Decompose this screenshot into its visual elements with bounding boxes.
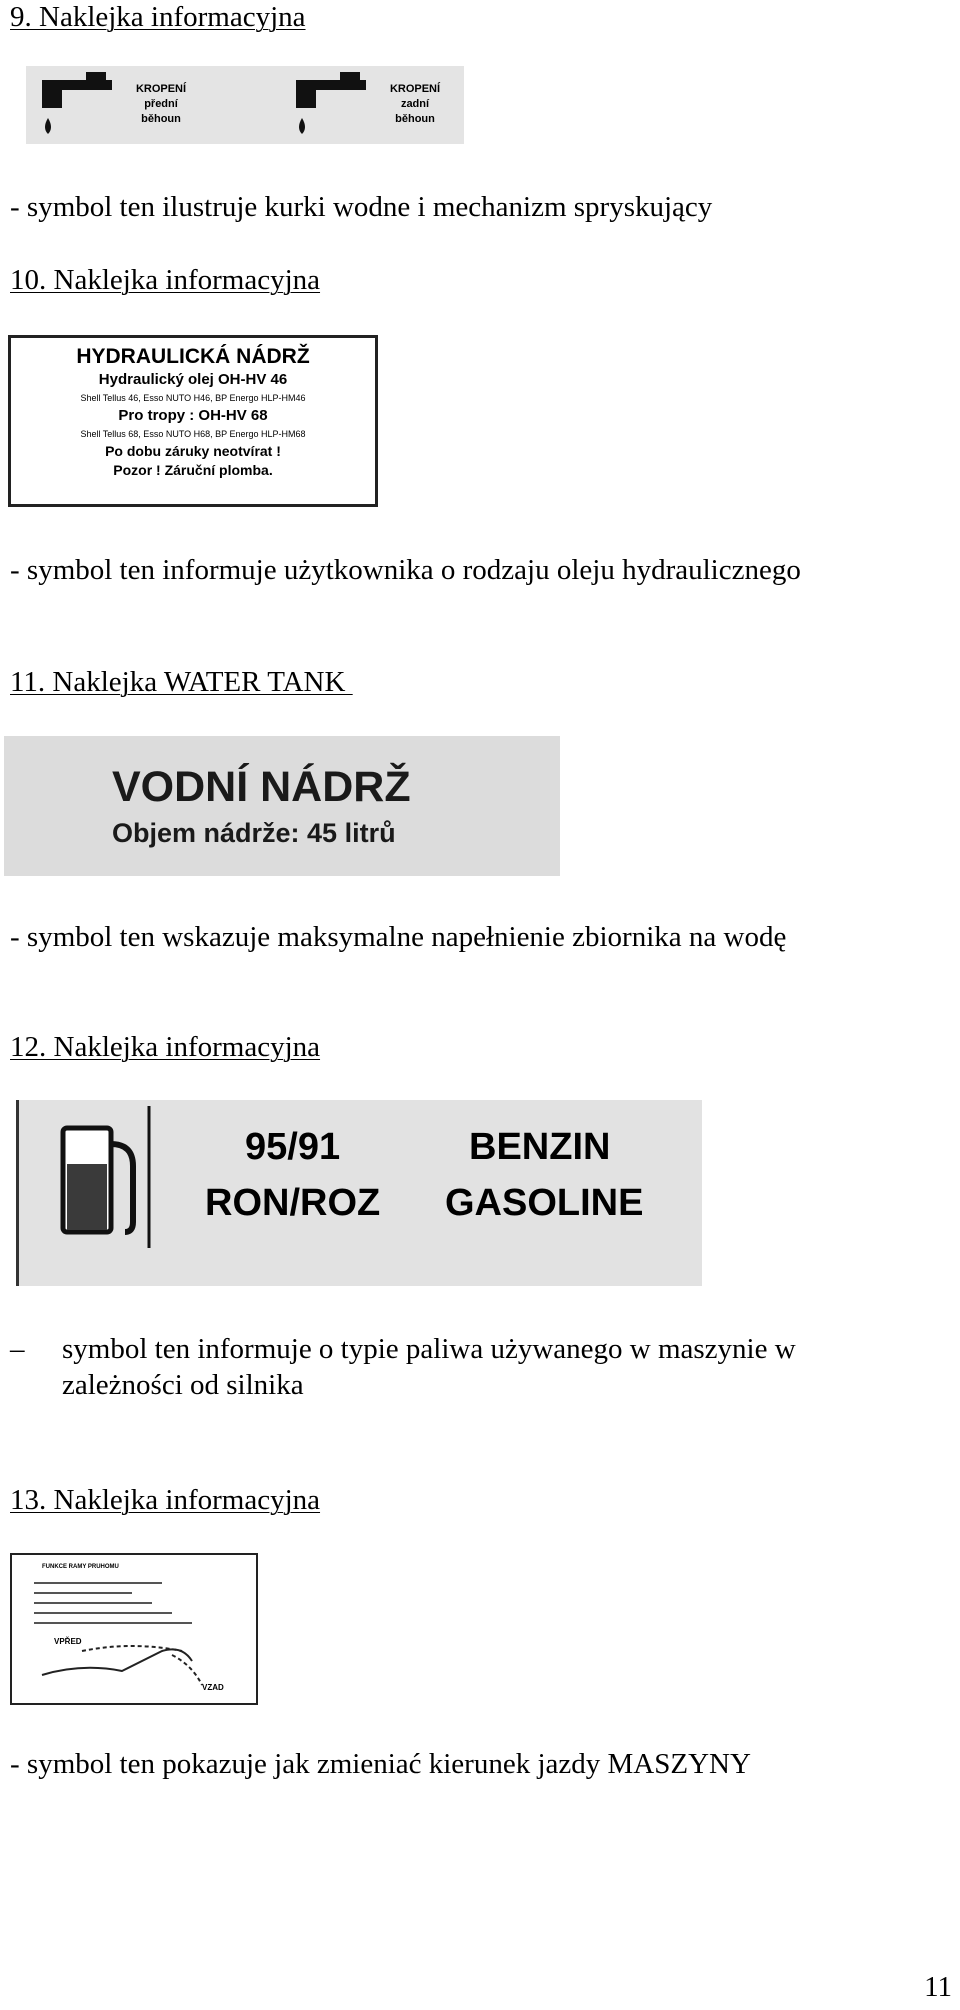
- section-11-description: - symbol ten wskazuje maksymalne napełnienie zbiornika na wodę: [10, 921, 787, 953]
- list-dash: –: [10, 1333, 25, 1365]
- sprinkler-label-sub: zadní: [400, 98, 430, 110]
- section-12-description-cont: zależności od silnika: [62, 1369, 304, 1401]
- sprinkler-label-sub: běhoun: [395, 113, 435, 125]
- sprinkler-label-title: KROPENÍ: [389, 83, 441, 95]
- fuel-gasoline: GASOLINE: [445, 1182, 644, 1224]
- fuel-benzin: BENZIN: [469, 1126, 611, 1168]
- direction-sticker-title: FUNKCE RAMY PRUHOMU: [42, 1564, 119, 1570]
- hydraulic-sticker-line: Shell Tellus 68, Esso NUTO H68, BP Energo HLP-HM68: [80, 429, 306, 439]
- fuel-octane: 95/91: [245, 1126, 341, 1168]
- water-tank-sticker: [4, 736, 560, 876]
- section-13-description: - symbol ten pokazuje jak zmieniać kierunek jazdy MASZYNY: [10, 1748, 751, 1780]
- direction-sticker: [10, 1553, 258, 1705]
- sprinkler-label-sub: přední: [144, 98, 178, 110]
- hydraulic-tank-sticker: [8, 335, 378, 507]
- section-9-heading: 9. Naklejka informacyjna: [10, 1, 306, 33]
- water-tank-capacity: Objem nádrže: 45 litrů: [112, 818, 396, 848]
- fuel-type-sticker: [16, 1100, 702, 1286]
- hydraulic-sticker-title: HYDRAULICKÁ NÁDRŽ: [76, 345, 310, 368]
- fuel-ron: RON/ROZ: [205, 1182, 381, 1224]
- direction-diagram: [12, 1555, 256, 1703]
- direction-back: VZAD: [202, 1683, 224, 1692]
- section-10-description: - symbol ten informuje użytkownika o rodzaju oleju hydraulicznego: [10, 554, 801, 586]
- hydraulic-sticker-line: Shell Tellus 46, Esso NUTO H46, BP Energo HLP-HM46: [80, 393, 306, 403]
- sprinkler-label-sub: běhoun: [141, 113, 181, 125]
- hydraulic-sticker-line: Hydraulický olej OH-HV 46: [98, 371, 288, 388]
- section-11-heading: 11. Naklejka WATER TANK: [10, 666, 353, 698]
- section-12-description: symbol ten informuje o typie paliwa używanego w maszynie w: [62, 1333, 796, 1365]
- sprinkler-label-title: KROPENÍ: [135, 83, 187, 95]
- direction-forward: VPŘED: [54, 1637, 82, 1646]
- page-number: 11: [924, 1971, 952, 2003]
- section-10-heading: 10. Naklejka informacyjna: [10, 264, 321, 296]
- section-9-description: - symbol ten ilustruje kurki wodne i mechanizm spryskujący: [10, 191, 713, 223]
- section-13-heading: 13. Naklejka informacyjna: [10, 1484, 321, 1516]
- water-tank-title: VODNÍ NÁDRŽ: [112, 763, 411, 811]
- sprinkler-sticker: [26, 66, 464, 144]
- section-12-heading: 12. Naklejka informacyjna: [10, 1031, 321, 1063]
- hydraulic-sticker-line: Po dobu záruky neotvírat !: [105, 443, 281, 459]
- faucet-icon: [296, 72, 366, 134]
- fuel-pump-icon: [59, 1100, 179, 1286]
- faucet-icon: [42, 72, 112, 134]
- hydraulic-sticker-line: Pro tropy : OH-HV 68: [118, 407, 268, 424]
- hydraulic-sticker-line: Pozor ! Záruční plomba.: [113, 462, 273, 478]
